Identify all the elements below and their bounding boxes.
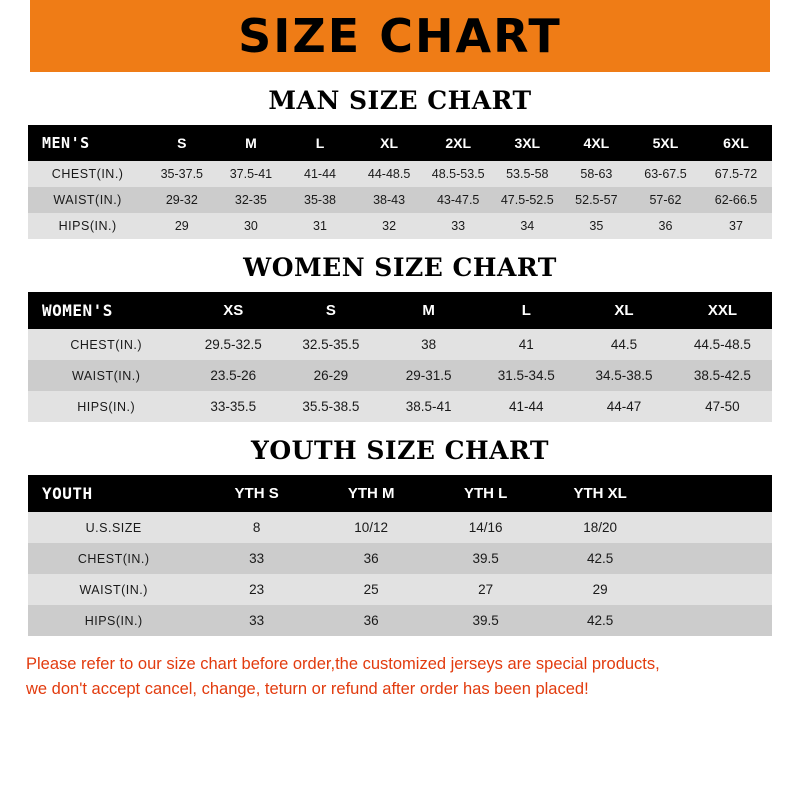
men-cell-2-3: 32 [355, 213, 424, 239]
men-cell-1-1: 32-35 [216, 187, 285, 213]
men-col-header-9: 6XL [700, 125, 772, 161]
youth-cell-2-2: 27 [428, 574, 543, 605]
youth-cell-3-2: 39.5 [428, 605, 543, 636]
women-cell-1-4: 34.5-38.5 [575, 360, 673, 391]
women-cell-1-2: 29-31.5 [380, 360, 478, 391]
women-cell-0-5: 44.5-48.5 [673, 329, 772, 360]
men-cell-2-6: 35 [562, 213, 631, 239]
men-cell-1-8: 62-66.5 [700, 187, 772, 213]
women-cell-2-0: 33-35.5 [184, 391, 282, 422]
youth-cell-3-1: 36 [314, 605, 429, 636]
youth-cell-0-4 [657, 512, 772, 543]
youth-col-header-0: YOUTH [28, 475, 199, 512]
youth-cell-2-3: 29 [543, 574, 658, 605]
men-cell-0-2: 41-44 [285, 161, 354, 187]
women-cell-0-2: 38 [380, 329, 478, 360]
youth-col-header-3: YTH L [428, 475, 543, 512]
men-row-label-1: WAIST(IN.) [28, 187, 147, 213]
header-left-notch [0, 0, 30, 72]
youth-size-table [28, 475, 772, 636]
youth-cell-1-0: 33 [199, 543, 314, 574]
men-cell-2-8: 37 [700, 213, 772, 239]
youth-row-label-3: HIPS(IN.) [28, 605, 199, 636]
men-cell-1-0: 29-32 [147, 187, 216, 213]
women-cell-2-1: 35.5-38.5 [282, 391, 380, 422]
youth-cell-0-0: 8 [199, 512, 314, 543]
men-col-header-2: M [216, 125, 285, 161]
men-cell-0-3: 44-48.5 [355, 161, 424, 187]
women-cell-2-3: 41-44 [477, 391, 575, 422]
women-cell-1-3: 31.5-34.5 [477, 360, 575, 391]
youth-cell-2-1: 25 [314, 574, 429, 605]
women-cell-1-1: 26-29 [282, 360, 380, 391]
men-col-header-8: 5XL [631, 125, 700, 161]
men-cell-0-1: 37.5-41 [216, 161, 285, 187]
men-section-title: MAN SIZE CHART [268, 86, 532, 115]
men-col-header-5: 2XL [424, 125, 493, 161]
table-row [28, 329, 772, 360]
women-size-table [28, 292, 772, 422]
youth-cell-1-2: 39.5 [428, 543, 543, 574]
women-col-header-1: XS [184, 292, 282, 329]
men-cell-0-8: 67.5-72 [700, 161, 772, 187]
women-header-row [28, 292, 772, 329]
women-col-header-5: XL [575, 292, 673, 329]
men-header-row [28, 125, 772, 161]
women-cell-0-3: 41 [477, 329, 575, 360]
youth-cell-0-2: 14/16 [428, 512, 543, 543]
men-cell-2-1: 30 [216, 213, 285, 239]
women-cell-2-5: 47-50 [673, 391, 772, 422]
women-row-label-1: WAIST(IN.) [28, 360, 184, 391]
men-cell-0-0: 35-37.5 [147, 161, 216, 187]
men-col-header-1: S [147, 125, 216, 161]
page-title: SIZE CHART [238, 9, 562, 63]
youth-cell-3-3: 42.5 [543, 605, 658, 636]
youth-cell-2-4 [657, 574, 772, 605]
youth-cell-1-4 [657, 543, 772, 574]
men-cell-2-2: 31 [285, 213, 354, 239]
youth-cell-3-4 [657, 605, 772, 636]
women-cell-0-0: 29.5-32.5 [184, 329, 282, 360]
men-cell-0-7: 63-67.5 [631, 161, 700, 187]
men-cell-2-0: 29 [147, 213, 216, 239]
women-col-header-0: WOMEN'S [28, 292, 184, 329]
men-cell-0-5: 53.5-58 [493, 161, 562, 187]
men-size-table [28, 125, 772, 239]
youth-row-label-0: U.S.SIZE [28, 512, 199, 543]
men-cell-1-4: 43-47.5 [424, 187, 493, 213]
women-cell-1-5: 38.5-42.5 [673, 360, 772, 391]
table-row [28, 391, 772, 422]
table-row [28, 213, 772, 239]
women-cell-0-1: 32.5-35.5 [282, 329, 380, 360]
youth-cell-0-3: 18/20 [543, 512, 658, 543]
youth-col-header-4: YTH XL [543, 475, 658, 512]
footer-note-line-2: we don't accept cancel, change, teturn or refund after order has been placed! [26, 679, 589, 698]
content-area [0, 86, 800, 636]
women-col-header-6: XXL [673, 292, 772, 329]
men-col-header-6: 3XL [493, 125, 562, 161]
men-col-header-0: MEN'S [28, 125, 147, 161]
men-col-header-7: 4XL [562, 125, 631, 161]
youth-cell-3-0: 33 [199, 605, 314, 636]
men-cell-1-6: 52.5-57 [562, 187, 631, 213]
youth-row-label-2: WAIST(IN.) [28, 574, 199, 605]
footer-note [0, 636, 800, 702]
men-cell-2-7: 36 [631, 213, 700, 239]
men-cell-2-5: 34 [493, 213, 562, 239]
men-col-header-4: XL [355, 125, 424, 161]
men-row-label-2: HIPS(IN.) [28, 213, 147, 239]
youth-col-header-5 [657, 475, 772, 512]
table-row [28, 543, 772, 574]
table-row [28, 161, 772, 187]
women-row-label-2: HIPS(IN.) [28, 391, 184, 422]
women-section-title: WOMEN SIZE CHART [243, 253, 557, 282]
youth-col-header-2: YTH M [314, 475, 429, 512]
youth-cell-1-1: 36 [314, 543, 429, 574]
youth-col-header-1: YTH S [199, 475, 314, 512]
men-cell-1-2: 35-38 [285, 187, 354, 213]
header-band [0, 0, 800, 72]
men-cell-2-4: 33 [424, 213, 493, 239]
women-col-header-2: S [282, 292, 380, 329]
women-cell-1-0: 23.5-26 [184, 360, 282, 391]
youth-cell-0-1: 10/12 [314, 512, 429, 543]
youth-cell-2-0: 23 [199, 574, 314, 605]
table-row [28, 512, 772, 543]
women-col-header-4: L [477, 292, 575, 329]
table-row [28, 360, 772, 391]
header-right-notch [770, 0, 800, 72]
men-cell-1-3: 38-43 [355, 187, 424, 213]
youth-header-row [28, 475, 772, 512]
men-row-label-0: CHEST(IN.) [28, 161, 147, 187]
men-cell-0-4: 48.5-53.5 [424, 161, 493, 187]
men-col-header-3: L [285, 125, 354, 161]
men-cell-1-7: 57-62 [631, 187, 700, 213]
table-row [28, 187, 772, 213]
women-cell-2-4: 44-47 [575, 391, 673, 422]
women-cell-2-2: 38.5-41 [380, 391, 478, 422]
women-cell-0-4: 44.5 [575, 329, 673, 360]
youth-cell-1-3: 42.5 [543, 543, 658, 574]
table-row [28, 605, 772, 636]
men-cell-0-6: 58-63 [562, 161, 631, 187]
women-row-label-0: CHEST(IN.) [28, 329, 184, 360]
women-col-header-3: M [380, 292, 478, 329]
table-row [28, 574, 772, 605]
youth-row-label-1: CHEST(IN.) [28, 543, 199, 574]
youth-section-title: YOUTH SIZE CHART [251, 436, 549, 465]
men-cell-1-5: 47.5-52.5 [493, 187, 562, 213]
footer-note-line-1: Please refer to our size chart before order,the customized jerseys are special products, [26, 655, 660, 673]
